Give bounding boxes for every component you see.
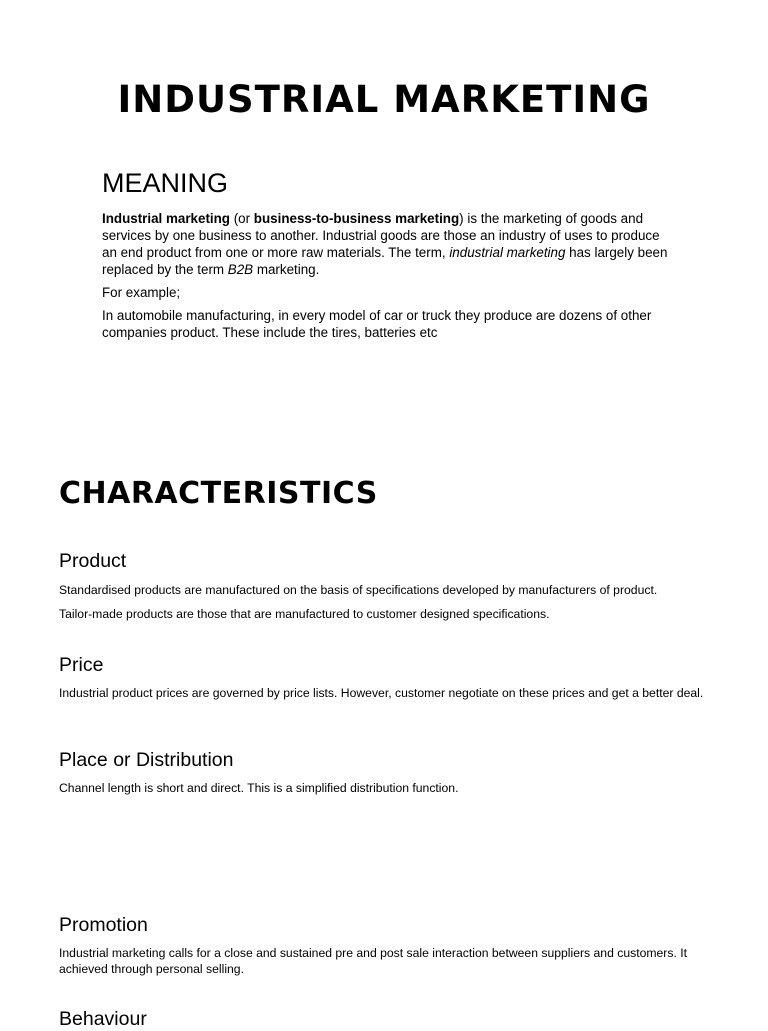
promotion-heading: Promotion <box>59 914 148 936</box>
definition-text: ) is the marketing of goods and services by one business to another. Industrial goods are those an industry of uses to produce an end product from one or more raw materials. The term, <box>102 211 660 260</box>
behaviour-heading: Behaviour <box>59 1008 147 1030</box>
term-b2b-marketing: business-to-business marketing <box>253 211 460 226</box>
page-title: INDUSTRIAL MARKETING <box>117 78 651 121</box>
meaning-heading: MEANING <box>102 168 229 198</box>
promotion-line: Industrial marketing calls for a close and sustained pre and post sale interaction between suppliers and customers. It achieved through personal selling. <box>59 946 687 976</box>
place-line: Channel length is short and direct. This is a simplified distribution function. <box>59 781 459 795</box>
term-industrial-marketing: Industrial marketing <box>102 211 230 226</box>
product-line: Tailor-made products are those that are manufactured to customer designed specifications. <box>59 606 550 621</box>
definition-text: has largely been replaced by the term <box>102 245 668 277</box>
price-line: Industrial product prices are governed by price lists. However, customer negotiate on these prices and get a better deal. <box>59 686 704 700</box>
place-body <box>59 781 709 805</box>
definition-text: marketing. <box>253 262 320 277</box>
characteristics-heading: CHARACTERISTICS <box>59 476 378 511</box>
italic-term: industrial marketing <box>449 245 566 260</box>
price-body <box>59 686 709 710</box>
definition-text: (or <box>229 211 254 226</box>
product-body <box>59 583 709 630</box>
price-heading: Price <box>59 654 104 676</box>
place-heading: Place or Distribution <box>59 749 234 771</box>
example-text: In automobile manufacturing, in every model of car or truck they produce are dozens of other companies product. These include the tires, batteries etc <box>102 308 652 340</box>
product-line: Standardised products are manufactured on the basis of specifications developed by manufacturers of product. <box>59 583 658 597</box>
example-label: For example; <box>102 285 181 300</box>
product-heading: Product <box>59 550 127 572</box>
italic-b2b: B2B <box>227 262 254 277</box>
meaning-body <box>102 210 672 347</box>
promotion-body <box>59 946 709 985</box>
definition-paragraph <box>102 210 672 278</box>
